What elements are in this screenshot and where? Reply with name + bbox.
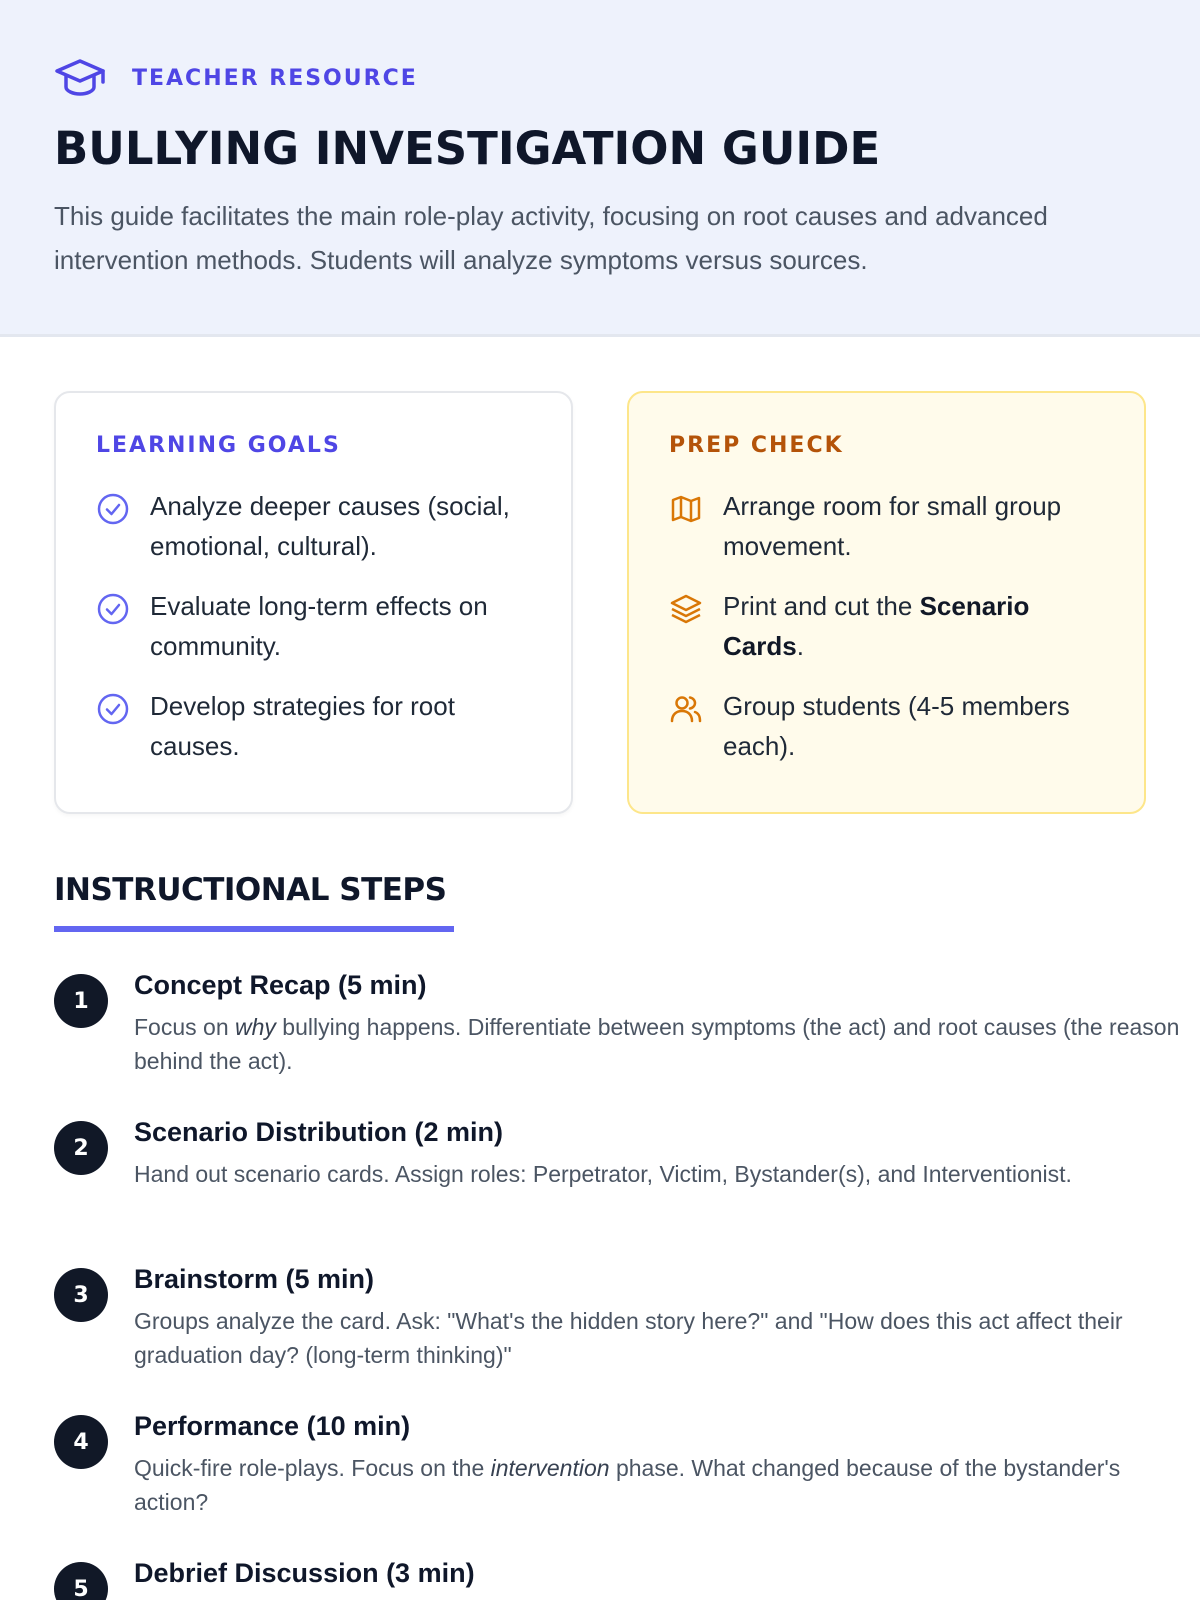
check-circle-icon bbox=[96, 492, 130, 526]
step-title: Concept Recap (5 min) bbox=[134, 970, 427, 1000]
step-desc-part: Focus on bbox=[134, 1014, 235, 1040]
prep-item bbox=[669, 586, 1106, 666]
step-title: Debrief Discussion (3 min) bbox=[134, 1558, 475, 1588]
goal-text: Develop strategies for root causes. bbox=[150, 691, 455, 761]
scenario-cards-emphasis: Scenario Cards bbox=[723, 591, 1030, 661]
eyebrow-label: TEACHER RESOURCE bbox=[132, 65, 418, 91]
goal-item bbox=[96, 486, 533, 566]
step-desc-emphasis: why bbox=[235, 1014, 276, 1040]
step-desc-emphasis: intervention bbox=[490, 1455, 610, 1481]
prep-check-card bbox=[627, 391, 1146, 814]
prep-item bbox=[669, 486, 1106, 566]
step-number: 2 bbox=[54, 1121, 108, 1175]
goal-item bbox=[96, 586, 533, 666]
step-number: 3 bbox=[54, 1268, 108, 1322]
step-number: 4 bbox=[54, 1415, 108, 1469]
step-desc-part: bullying happens. Differentiate between symptoms (the act) and root causes (the reason behind the act). bbox=[134, 1014, 1180, 1074]
graduation-cap-icon bbox=[54, 58, 106, 98]
goal-text: Evaluate long-term effects on community. bbox=[150, 591, 488, 661]
step-description: Hand out scenario cards. Assign roles: Perpetrator, Victim, Bystander(s), and Interventionist. bbox=[134, 1161, 1072, 1187]
page-title: BULLYING INVESTIGATION GUIDE bbox=[54, 122, 881, 175]
check-circle-icon bbox=[96, 692, 130, 726]
eyebrow bbox=[54, 58, 418, 98]
prep-text: Arrange room for small group movement. bbox=[723, 491, 1062, 561]
prep-text bbox=[723, 586, 1106, 666]
step-title: Scenario Distribution (2 min) bbox=[134, 1117, 504, 1147]
prep-check-title: PREP CHECK bbox=[669, 433, 844, 458]
prep-text: Group students (4-5 members each). bbox=[723, 691, 1070, 761]
step-description: Groups analyze the card. Ask: "What's the hidden story here?" and "How does this act affect their graduation day? (long-term thinking)" bbox=[134, 1308, 1123, 1368]
goal-text: Analyze deeper causes (social, emotional, cultural). bbox=[150, 491, 510, 561]
steps-heading-underline bbox=[54, 926, 454, 932]
step-number: 5 bbox=[54, 1562, 108, 1600]
check-circle-icon bbox=[96, 592, 130, 626]
intro-text: This guide facilitates the main role-play activity, focusing on root causes and advanced intervention methods. Students will analyze symptoms versus sources. bbox=[54, 201, 1048, 275]
step-title: Performance (10 min) bbox=[134, 1411, 411, 1441]
steps-heading: INSTRUCTIONAL STEPS bbox=[54, 872, 447, 908]
step-description bbox=[134, 1010, 1194, 1078]
prep-text-part: Print and cut the bbox=[723, 591, 920, 621]
goal-item bbox=[96, 686, 533, 766]
layers-icon bbox=[669, 592, 703, 626]
step-description bbox=[134, 1451, 1194, 1519]
step-number: 1 bbox=[54, 974, 108, 1028]
prep-text-part: . bbox=[796, 631, 804, 661]
header-section bbox=[0, 0, 1200, 337]
step-title: Brainstorm (5 min) bbox=[134, 1264, 375, 1294]
learning-goals-title: LEARNING GOALS bbox=[96, 433, 341, 458]
step-desc-part: Quick-fire role-plays. Focus on the bbox=[134, 1455, 491, 1481]
prep-item bbox=[669, 686, 1106, 766]
map-icon bbox=[669, 492, 703, 526]
learning-goals-card bbox=[54, 391, 573, 814]
users-icon bbox=[669, 692, 703, 726]
step-desc-part: phase. What changed because of the bystander's action? bbox=[134, 1455, 1121, 1515]
